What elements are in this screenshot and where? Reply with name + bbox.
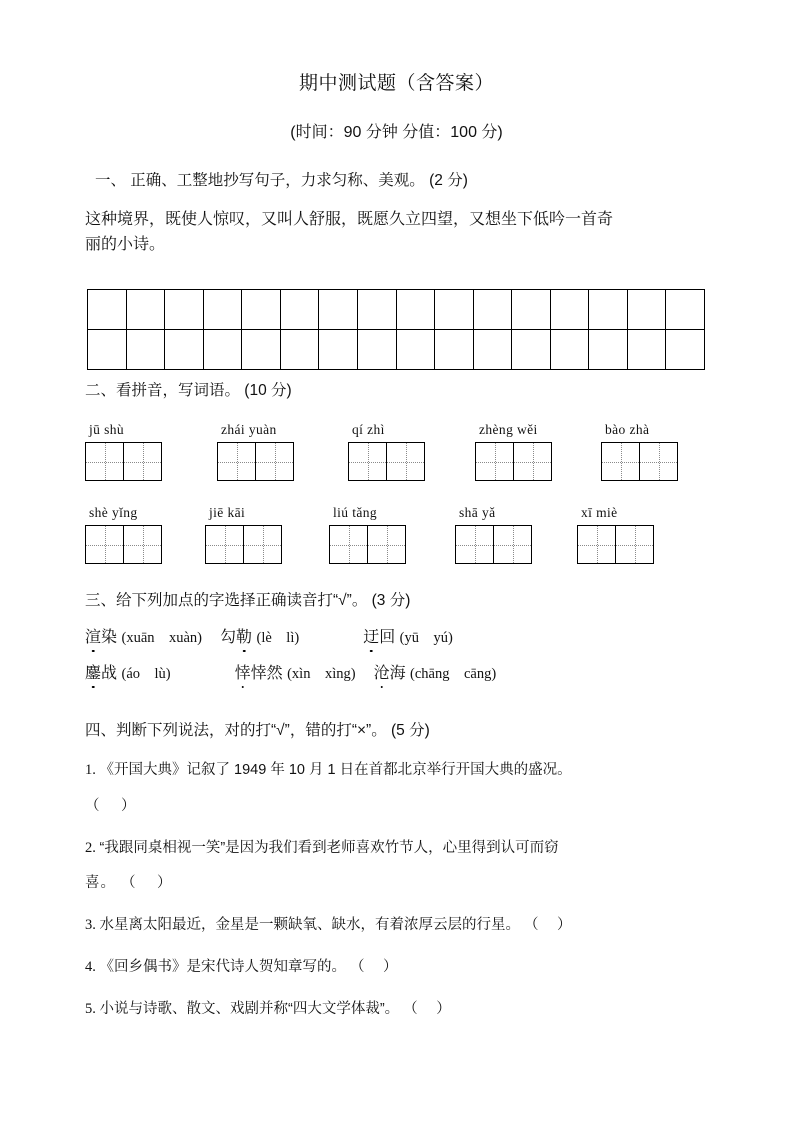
pronunciation-options[interactable]: (yū yú) xyxy=(399,630,453,646)
section-copy-sentence xyxy=(0,168,793,258)
item-number: 3. xyxy=(85,917,100,933)
true-false-text xyxy=(85,838,708,860)
dotted-character: 勒 xyxy=(236,626,252,650)
handwriting-cell[interactable] xyxy=(627,330,666,370)
true-false-text xyxy=(85,915,708,937)
tianzige-cell[interactable] xyxy=(476,443,514,481)
item-number: 5. xyxy=(85,1000,100,1017)
tianzige-cell[interactable] xyxy=(514,443,552,481)
tianzige-answer-box[interactable] xyxy=(455,525,532,564)
handwriting-cell[interactable] xyxy=(396,290,435,330)
tianzige-cell[interactable] xyxy=(368,526,406,564)
pronunciation-choice-item[interactable] xyxy=(220,629,299,646)
word-text: 战 xyxy=(101,665,118,682)
pinyin-label: zhèng wěi xyxy=(479,422,538,437)
section-choose-pronunciation xyxy=(0,588,793,686)
handwriting-cell[interactable] xyxy=(589,330,628,370)
item-number: 2. xyxy=(85,839,100,856)
tianzige-answer-box[interactable] xyxy=(205,525,282,564)
true-false-text xyxy=(85,957,708,979)
pronunciation-choice-line-1[interactable] xyxy=(85,626,708,650)
pronunciation-choice-item[interactable] xyxy=(85,665,171,682)
dotted-character: 悻 xyxy=(235,662,251,686)
answer-blank[interactable]: （ ） xyxy=(85,797,137,814)
pinyin-label: jiē kāi xyxy=(209,505,246,520)
tianzige-cell[interactable] xyxy=(256,443,294,481)
tianzige-answer-box[interactable] xyxy=(85,525,162,564)
tianzige-cell[interactable] xyxy=(494,526,532,564)
pinyin-label: shā yǎ xyxy=(459,505,496,520)
handwriting-cell[interactable] xyxy=(435,290,474,330)
handwriting-cell[interactable] xyxy=(319,290,358,330)
dotted-character: 迂 xyxy=(363,626,379,650)
item-statement: 《开国大典》记叙了 1949 年 10 月 1 日在首都北京举行开国大典的盛况。 xyxy=(99,762,572,778)
dotted-character: 鏖 xyxy=(85,662,101,686)
tianzige-cell[interactable] xyxy=(124,526,162,564)
tianzige-cell[interactable] xyxy=(124,443,162,481)
handwriting-grid-row xyxy=(88,330,705,370)
tianzige-cell[interactable] xyxy=(456,526,494,564)
tianzige-cell[interactable] xyxy=(349,443,387,481)
handwriting-cell[interactable] xyxy=(280,290,319,330)
tianzige-cell[interactable] xyxy=(86,526,124,564)
section-1-heading: 一、 正确、工整地抄写句子，力求匀称、美观。 (2 分) xyxy=(95,172,468,189)
pinyin-word-block xyxy=(455,505,532,564)
pinyin-word-block xyxy=(85,422,162,481)
copy-sentence-line-1: 这种境界，既使人惊叹，又叫人舒服，既愿久立四望，又想坐下低吟一首奇 xyxy=(85,211,614,228)
handwriting-cell[interactable] xyxy=(242,290,281,330)
dotted-character: 沧 xyxy=(374,662,390,686)
tianzige-answer-box[interactable] xyxy=(329,525,406,564)
handwriting-cell[interactable] xyxy=(357,330,396,370)
tianzige-cell[interactable] xyxy=(218,443,256,481)
handwriting-grid[interactable] xyxy=(87,289,705,370)
true-false-item[interactable] xyxy=(85,999,708,1021)
handwriting-grid-row xyxy=(88,290,705,330)
item-number: 1. xyxy=(85,762,100,778)
tianzige-cell[interactable] xyxy=(86,443,124,481)
tianzige-cell[interactable] xyxy=(640,443,678,481)
word-text: 海 xyxy=(389,665,406,682)
true-false-item[interactable] xyxy=(85,915,708,937)
exam-meta: (时间：90 分钟 分值：100 分) xyxy=(290,124,503,141)
handwriting-cell[interactable] xyxy=(550,330,589,370)
handwriting-cell[interactable] xyxy=(435,330,474,370)
handwriting-cell[interactable] xyxy=(550,290,589,330)
answer-blank[interactable]: 喜。 （ ） xyxy=(85,875,173,892)
section-true-false xyxy=(0,718,793,1020)
handwriting-cell[interactable] xyxy=(126,330,165,370)
pronunciation-choice-item[interactable] xyxy=(374,665,497,682)
handwriting-cell[interactable] xyxy=(473,290,512,330)
item-statement: “我跟同桌相视一笑”是因为我们看到老师喜欢竹节人，心里得到认可而窃 xyxy=(99,839,559,856)
item-statement: 水星离太阳最近，金星是一颗缺氧、缺水，有着浓厚云层的行星。 （ ） xyxy=(99,917,572,933)
section-4-heading: 四、判断下列说法，对的打“√”，错的打“×”。 (5 分) xyxy=(85,722,430,739)
handwriting-cell[interactable] xyxy=(357,290,396,330)
handwriting-cell[interactable] xyxy=(280,330,319,370)
item-number: 4. xyxy=(85,958,100,975)
handwriting-cell[interactable] xyxy=(88,290,127,330)
section-3-heading: 三、给下列加点的字选择正确读音打“√”。 (3 分) xyxy=(85,592,411,609)
pinyin-word-block xyxy=(475,422,552,481)
pronunciation-choice-item[interactable] xyxy=(85,629,202,646)
handwriting-cell[interactable] xyxy=(512,330,551,370)
pinyin-label: qí zhì xyxy=(352,422,385,437)
pinyin-word-block xyxy=(348,422,425,481)
pinyin-word-block xyxy=(601,422,678,481)
dotted-character: 渲 xyxy=(85,626,101,650)
handwriting-cell[interactable] xyxy=(627,290,666,330)
pinyin-word-block xyxy=(85,505,162,564)
tianzige-answer-box[interactable] xyxy=(601,442,678,481)
true-false-text xyxy=(85,760,708,782)
tianzige-answer-box[interactable] xyxy=(85,442,162,481)
handwriting-cell[interactable] xyxy=(165,290,204,330)
true-false-item[interactable] xyxy=(85,760,708,818)
true-false-item[interactable] xyxy=(85,957,708,979)
handwriting-cell[interactable] xyxy=(88,330,127,370)
pinyin-label: zhái yuàn xyxy=(221,422,277,437)
tianzige-answer-box[interactable] xyxy=(475,442,552,481)
word-text: 染 xyxy=(101,629,118,646)
section-2-heading: 二、看拼音，写词语。 (10 分) xyxy=(85,382,292,399)
pinyin-word-block xyxy=(329,505,406,564)
pronunciation-options[interactable]: (chāng cāng) xyxy=(410,666,497,682)
copy-sentence-line-2: 丽的小诗。 xyxy=(85,235,166,253)
tianzige-answer-box[interactable] xyxy=(348,442,425,481)
pronunciation-options[interactable]: (xìn xìng) xyxy=(287,666,356,682)
tianzige-cell[interactable] xyxy=(244,526,282,564)
pinyin-word-block xyxy=(205,505,282,564)
tianzige-cell[interactable] xyxy=(578,526,616,564)
handwriting-cell[interactable] xyxy=(666,290,705,330)
item-statement: 小说与诗歌、散文、戏剧并称“四大文学体裁”。 （ ） xyxy=(99,1000,451,1017)
pinyin-label: jū shù xyxy=(89,422,125,437)
word-text: 回 xyxy=(379,629,396,646)
pronunciation-options[interactable]: (lè lì) xyxy=(256,630,300,646)
tianzige-answer-box[interactable] xyxy=(577,525,654,564)
true-false-text xyxy=(85,999,708,1021)
pronunciation-choice-line-2[interactable] xyxy=(85,662,708,686)
tianzige-cell[interactable] xyxy=(616,526,654,564)
handwriting-cell[interactable] xyxy=(589,290,628,330)
pronunciation-options[interactable]: (xuān xuàn) xyxy=(121,630,203,646)
handwriting-cell[interactable] xyxy=(242,330,281,370)
word-text: 勾 xyxy=(220,629,237,646)
section-pinyin-writing xyxy=(0,378,793,520)
handwriting-cell[interactable] xyxy=(203,330,242,370)
pronunciation-choice-item[interactable] xyxy=(235,665,356,682)
word-text: 悻然 xyxy=(250,665,283,682)
handwriting-cell[interactable] xyxy=(165,330,204,370)
handwriting-cell[interactable] xyxy=(203,290,242,330)
pinyin-label: bào zhà xyxy=(605,422,650,437)
true-false-item[interactable] xyxy=(85,838,708,896)
pinyin-label: shè yǐng xyxy=(89,505,138,520)
pinyin-label: liú tǎng xyxy=(333,505,378,520)
handwriting-cell[interactable] xyxy=(396,330,435,370)
tianzige-cell[interactable] xyxy=(206,526,244,564)
tianzige-cell[interactable] xyxy=(330,526,368,564)
pronunciation-choice-item[interactable] xyxy=(363,629,453,646)
handwriting-cell[interactable] xyxy=(319,330,358,370)
true-false-list xyxy=(85,760,708,1020)
item-statement: 《回乡偶书》是宋代诗人贺知章写的。 （ ） xyxy=(99,958,398,975)
handwriting-cell[interactable] xyxy=(473,330,512,370)
handwriting-cell[interactable] xyxy=(126,290,165,330)
pinyin-word-block xyxy=(577,505,654,564)
tianzige-cell[interactable] xyxy=(387,443,425,481)
pronunciation-options[interactable]: (áo lù) xyxy=(121,666,171,682)
copy-sentence-text xyxy=(85,208,708,258)
handwriting-cell[interactable] xyxy=(666,330,705,370)
tianzige-cell[interactable] xyxy=(602,443,640,481)
page-title: 期中测试题（含答案） xyxy=(298,73,494,94)
pinyin-word-block xyxy=(217,422,294,481)
pinyin-label: xī miè xyxy=(581,505,618,520)
tianzige-answer-box[interactable] xyxy=(217,442,294,481)
handwriting-cell[interactable] xyxy=(512,290,551,330)
